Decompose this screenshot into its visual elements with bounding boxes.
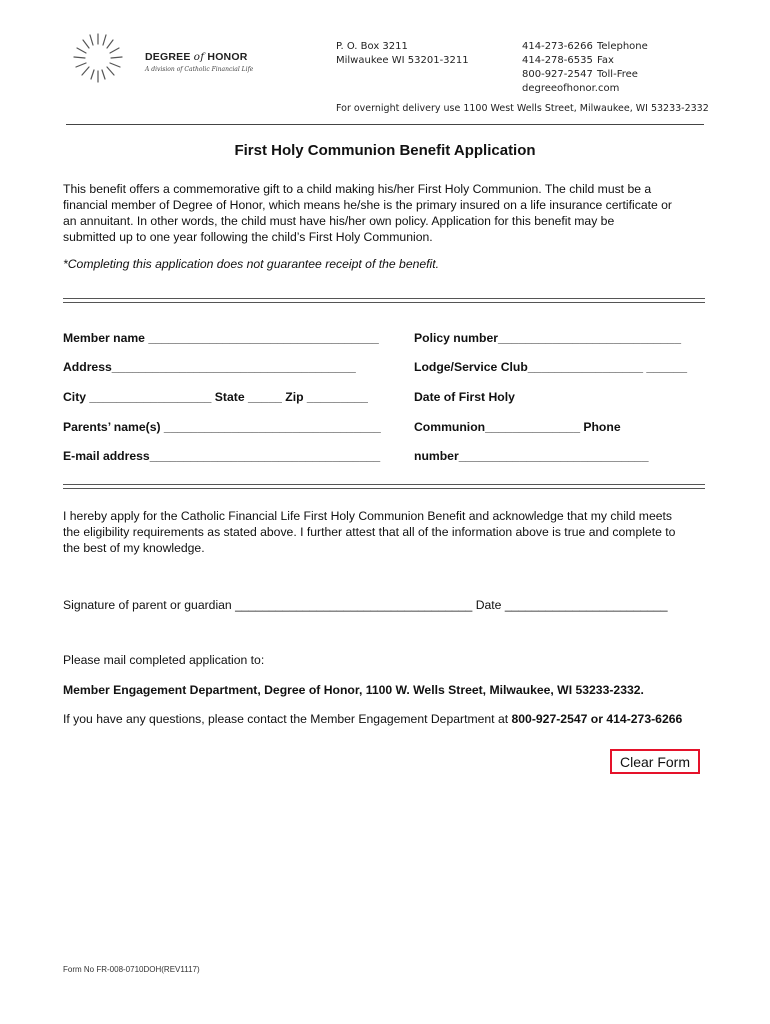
intro-line: an annuitant. In other words, the child must have his/her own policy. Application for this benefit may be [63,214,615,228]
clear-form-button[interactable]: Clear Form [610,749,700,774]
intro-line: submitted up to one year following the child’s First Holy Communion. [63,230,433,244]
contact-toll-free: 800-927-2547 Toll-Free [522,69,638,80]
attestation-paragraph [63,508,708,556]
member-name-field[interactable]: Member name __________________________________ [63,331,379,345]
form-number: Form No FR-008-0710DOH(REV1117) [63,965,200,974]
city-state-zip-field[interactable]: City __________________ State _____ Zip _________ [63,390,368,404]
intro-line: financial member of Degree of Honor, which means he/she is the primary insured on a life insurance certificate or [63,198,672,212]
intro-line: This benefit offers a commemorative gift to a child making his/her First Holy Communion. The child must be a [63,182,652,196]
po-box: P. O. Box 3211 [336,41,408,52]
section-divider-top [63,298,705,303]
mailing-address [336,40,469,68]
mail-instructions: Please mail completed application to: [63,653,265,667]
questions-contact: If you have any questions, please contact the Member Engagement Department at 800-927-2547 or 414-273-6266 [63,712,683,726]
attest-line: the eligibility requirements as stated above. I further attest that all of the information above is true and complete to [63,525,676,539]
email-address-field[interactable]: E-mail address__________________________________ [63,449,381,463]
policy-number-field[interactable]: Policy number___________________________ [414,331,681,345]
disclaimer: *Completing this application does not guarantee receipt of the benefit. [63,257,440,271]
section-divider-bottom [63,484,705,489]
logo-tagline: A division of Catholic Financial Life [145,66,254,73]
form-title: First Holy Communion Benefit Application [234,142,536,159]
intro-paragraph [63,181,708,245]
questions-phone-tollfree: 800-927-2547 [511,712,588,726]
attest-line: I hereby apply for the Catholic Financial Life First Holy Communion Benefit and acknowledge that my child meets [63,509,672,523]
date-of-first-holy-label: Date of First Holy [414,390,515,404]
questions-phone-local: 414-273-6266 [606,712,683,726]
parents-name-field[interactable]: Parents’ name(s) ________________________________ [63,420,381,434]
communion-phone-field[interactable]: Communion______________ Phone [414,420,621,434]
contact-telephone: 414-273-6266 Telephone [522,41,648,52]
signature-date-field[interactable]: Signature of parent or guardian ___________________________________ Date ________________________ [63,598,668,612]
city-line: Milwaukee WI 53201-3211 [336,55,469,66]
address-field[interactable]: Address____________________________________ [63,360,356,374]
contact-fax: 414-278-6535 Fax [522,55,614,66]
overnight-delivery-note: For overnight delivery use 1100 West Wells Street, Milwaukee, WI 53233-2332 [336,103,709,114]
mail-address: Member Engagement Department, Degree of Honor, 1100 W. Wells Street, Milwaukee, WI 53233-2332. [63,683,644,697]
website: degreeofhonor.com [522,83,620,94]
phone-number-field[interactable]: number____________________________ [414,449,649,463]
attest-line: the best of my knowledge. [63,541,205,555]
header-divider [66,124,704,125]
logo-wordmark: DEGREE of HONOR [145,51,248,63]
contact-block [522,40,648,96]
lodge-service-club-field[interactable]: Lodge/Service Club_________________ ______ [414,360,688,374]
